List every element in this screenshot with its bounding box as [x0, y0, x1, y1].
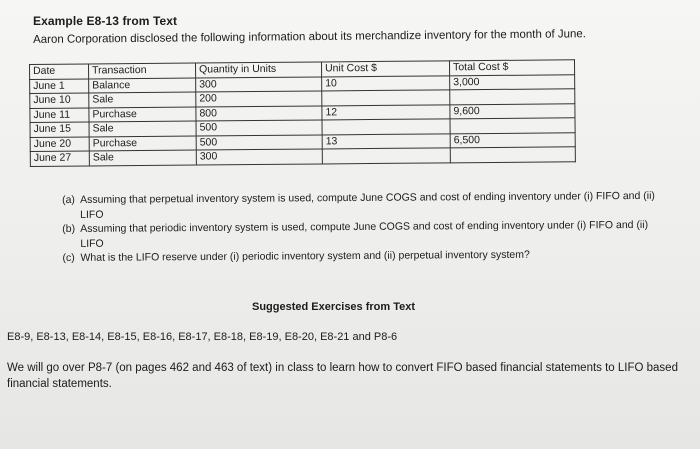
cell-transaction: Purchase: [89, 107, 196, 122]
question-item: [62, 218, 662, 251]
cell-quantity: 200: [196, 91, 322, 107]
cell-date: June 27: [30, 151, 89, 166]
cell-total-cost: 3,000: [450, 74, 575, 90]
cell-transaction: Sale: [89, 150, 196, 165]
cell-unit-cost: [322, 148, 450, 164]
cell-total-cost: 6,500: [450, 132, 575, 148]
inventory-table: [29, 59, 576, 166]
cell-quantity: 300: [196, 76, 322, 92]
cell-transaction: Sale: [89, 92, 196, 107]
question-text: Assuming that perpetual inventory system is used, compute June COGS and cost of ending inventory under (i) FIFO and (ii) LIFO: [80, 189, 655, 221]
header-unit-cost: Unit Cost $: [321, 61, 449, 77]
cell-total-cost: [450, 89, 575, 105]
header-date: Date: [30, 64, 89, 79]
cell-transaction: Sale: [89, 121, 196, 136]
question-item: [62, 247, 662, 266]
question-label: (c): [62, 251, 75, 264]
cell-unit-cost: 10: [322, 75, 450, 91]
cell-quantity: 500: [196, 120, 322, 136]
cell-quantity: 300: [196, 149, 322, 165]
intro-text: Aaron Corporation disclosed the following information about its merchandize inventory for the month of June.: [33, 28, 587, 46]
question-label: (b): [62, 222, 76, 235]
cell-transaction: Purchase: [89, 136, 196, 151]
cell-date: June 15: [30, 122, 89, 137]
cell-unit-cost: [322, 90, 450, 106]
question-text: Assuming that periodic inventory system is used, compute June COGS and cost of ending inventory under (i) FIFO and (ii) LIFO: [80, 218, 649, 250]
cell-unit-cost: 12: [322, 104, 450, 120]
header-total-cost: Total Cost $: [449, 60, 574, 76]
cell-date: June 10: [30, 93, 89, 108]
question-item: [62, 189, 662, 222]
header-transaction: Transaction: [89, 63, 196, 78]
suggested-exercises-heading: Suggested Exercises from Text: [252, 301, 416, 313]
example-heading: Example E8-13 from Text: [33, 14, 178, 28]
cell-total-cost: [450, 118, 575, 134]
cell-quantity: 800: [196, 105, 322, 121]
header-quantity: Quantity in Units: [195, 62, 321, 78]
cell-total-cost: [450, 147, 575, 163]
exercise-list: E8-9, E8-13, E8-14, E8-15, E8-16, E8-17, E8-18, E8-19, E8-20, E8-21 and P8-6: [7, 331, 398, 343]
cell-total-cost: 9,600: [450, 103, 575, 119]
cell-unit-cost: [322, 119, 450, 135]
cell-quantity: 500: [196, 134, 322, 150]
cell-date: June 20: [30, 136, 89, 151]
cell-transaction: Balance: [89, 78, 196, 93]
cell-date: June 11: [30, 107, 89, 122]
question-label: (a): [62, 193, 75, 206]
cell-date: June 1: [30, 78, 89, 93]
question-text: What is the LIFO reserve under (i) periodic inventory system and (ii) perpetual inventory system?: [80, 248, 530, 264]
question-list: [62, 189, 662, 266]
class-note: We will go over P8-7 (on pages 462 and 463 of text) in class to learn how to convert FIFO based financial statements to LIFO based financial statements.: [7, 362, 678, 390]
cell-unit-cost: 13: [322, 133, 450, 149]
